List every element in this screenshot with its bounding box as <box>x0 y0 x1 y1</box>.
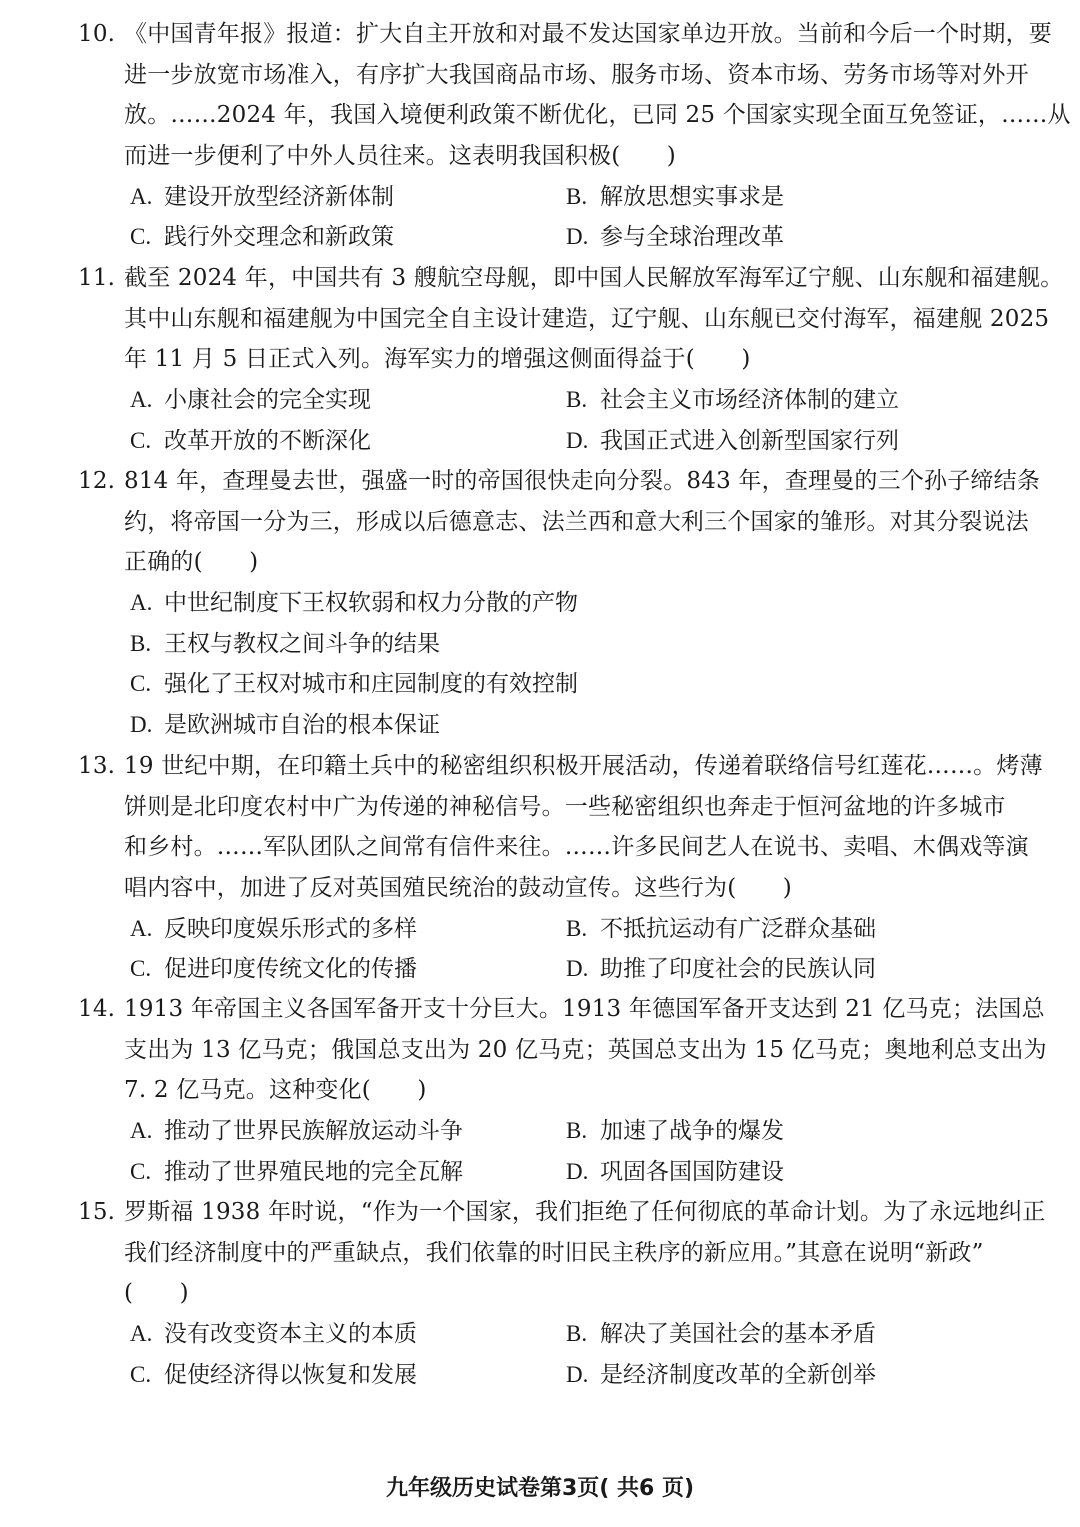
option-c[interactable]: C. 推动了世界殖民地的完全瓦解 <box>130 1158 463 1185</box>
question-12 <box>78 461 1053 746</box>
question-stem-line: ( ) <box>124 1280 189 1307</box>
option-d[interactable]: D. 参与全球治理改革 <box>566 224 784 251</box>
option-c[interactable]: C. 促使经济得以恢复和发展 <box>130 1361 417 1388</box>
option-c[interactable]: C. 践行外交理念和新政策 <box>130 224 394 251</box>
option-a[interactable]: A. 反映印度娱乐形式的多样 <box>130 915 417 942</box>
option-d[interactable]: D. 我国正式进入创新型国家行列 <box>566 427 899 454</box>
options-row <box>78 177 1053 218</box>
question-stem-line: 饼则是北印度农村中广为传递的神秘信号。一些秘密组织也奔走于恒河盆地的许多城市 <box>124 793 1006 820</box>
question-stem-line: 而进一步便利了中外人员往来。这表明我国积极( ) <box>124 143 676 170</box>
options-row <box>78 583 1053 624</box>
question-stem-line: 年 11 月 5 日正式入列。海军实力的增强这侧面得益于( ) <box>124 346 751 373</box>
option-c[interactable]: C. 改革开放的不断深化 <box>130 427 371 454</box>
question-number: 15. <box>78 1199 116 1225</box>
question-stem-line: 10. 《中国青年报》报道：扩大自主开放和对最不发达国家单边开放。当前和今后一个时期，要 <box>78 14 1053 55</box>
question-stem-line: 12. 814 年，查理曼去世，强盛一时的帝国很快走向分裂。843 年，查理曼的三个孙子缔结条 <box>78 461 1053 502</box>
option-a[interactable]: A. 推动了世界民族解放运动斗争 <box>130 1118 463 1145</box>
option-b[interactable]: B. 解放思想实事求是 <box>566 183 784 210</box>
question-number: 14. <box>78 996 116 1022</box>
option-b[interactable]: B. 加速了战争的爆发 <box>566 1118 784 1145</box>
options-row <box>78 1314 1053 1355</box>
question-stem-line: 我们经济制度中的严重缺点，我们依靠的时旧民主秩序的新应用。”其意在说明“新政” <box>124 1239 984 1266</box>
options-row <box>78 705 1053 746</box>
options-row <box>78 909 1053 950</box>
question-13 <box>78 746 1053 990</box>
question-14 <box>78 989 1053 1192</box>
option-b[interactable]: B. 王权与教权之间斗争的结果 <box>130 630 440 657</box>
option-b[interactable]: B. 解决了美国社会的基本矛盾 <box>566 1321 876 1348</box>
question-stem-line: 11. 截至 2024 年，中国共有 3 艘航空母舰，即中国人民解放军海军辽宁舰、山东舰和福建舰。 <box>78 258 1053 299</box>
question-stem-line: 其中山东舰和福建舰为中国完全自主设计建造，辽宁舰、山东舰已交付海军，福建舰 2025 <box>124 305 1050 332</box>
question-stem-line: 7. 2 亿马克。这种变化( ) <box>124 1077 427 1104</box>
question-stem-line: 14. 1913 年帝国主义各国军备开支十分巨大。1913 年德国军备开支达到 21 亿马克；法国总 <box>78 989 1053 1030</box>
question-stem-line: 和乡村。……军队团队之间常有信件来往。……许多民间艺人在说书、卖唱、木偶戏等演 <box>124 834 1029 861</box>
option-c[interactable]: C. 促进印度传统文化的传播 <box>130 956 417 983</box>
question-stem-line: 支出为 13 亿马克；俄国总支出为 20 亿马克；英国总支出为 15 亿马克；奥地利总支出为 <box>124 1036 1047 1063</box>
question-number: 10. <box>78 21 116 47</box>
option-d[interactable]: D. 助推了印度社会的民族认同 <box>566 956 876 983</box>
question-stem-line: 15. 罗斯福 1938 年时说，“作为一个国家，我们拒绝了任何彻底的革命计划。为了永远地纠正 <box>78 1192 1053 1233</box>
page-footer: 九年级历史试卷第3页( 共6 页) <box>385 1476 695 1501</box>
option-a[interactable]: A. 没有改变资本主义的本质 <box>130 1321 417 1348</box>
option-a[interactable]: A. 中世纪制度下王权软弱和权力分散的产物 <box>130 590 578 617</box>
question-15 <box>78 1192 1053 1395</box>
question-stem-line: 唱内容中，加进了反对英国殖民统治的鼓动宣传。这些行为( ) <box>124 875 792 902</box>
question-number: 13. <box>78 753 116 779</box>
options-row <box>78 624 1053 665</box>
options-row <box>78 421 1053 462</box>
options-row <box>78 380 1053 421</box>
options-row <box>78 949 1053 990</box>
options-row <box>78 1355 1053 1396</box>
question-stem-line: 进一步放宽市场准入，有序扩大我国商品市场、服务市场、资本市场、劳务市场等对外开 <box>124 61 1029 88</box>
option-b[interactable]: B. 社会主义市场经济体制的建立 <box>566 387 899 414</box>
option-a[interactable]: A. 建设开放型经济新体制 <box>130 183 394 210</box>
question-11 <box>78 258 1064 461</box>
question-stem-line: 放。……2024 年，我国入境便利政策不断优化，已同 25 个国家实现全面互免签证，……从 <box>124 102 1071 129</box>
question-10 <box>78 14 1071 258</box>
options-row <box>78 664 1053 705</box>
option-a[interactable]: A. 小康社会的完全实现 <box>130 387 371 414</box>
options-row <box>78 1111 1053 1152</box>
options-row <box>78 217 1053 258</box>
option-b[interactable]: B. 不抵抗运动有广泛群众基础 <box>566 915 876 942</box>
question-stem-line: 正确的( ) <box>124 549 259 576</box>
options-row <box>78 1152 1053 1193</box>
question-number: 12. <box>78 468 116 494</box>
question-stem-line: 约，将帝国一分为三，形成以后德意志、法兰西和意大利三个国家的雏形。对其分裂说法 <box>124 508 1029 535</box>
option-d[interactable]: D. 巩固各国国防建设 <box>566 1158 784 1185</box>
option-c[interactable]: C. 强化了王权对城市和庄园制度的有效控制 <box>130 671 578 698</box>
question-stem-line: 13. 19 世纪中期，在印籍土兵中的秘密组织积极开展活动，传递着联络信号红莲花……。烤薄 <box>78 746 1053 787</box>
question-number: 11. <box>78 265 116 291</box>
option-d[interactable]: D. 是经济制度改革的全新创举 <box>566 1361 876 1388</box>
option-d[interactable]: D. 是欧洲城市自治的根本保证 <box>130 712 440 739</box>
